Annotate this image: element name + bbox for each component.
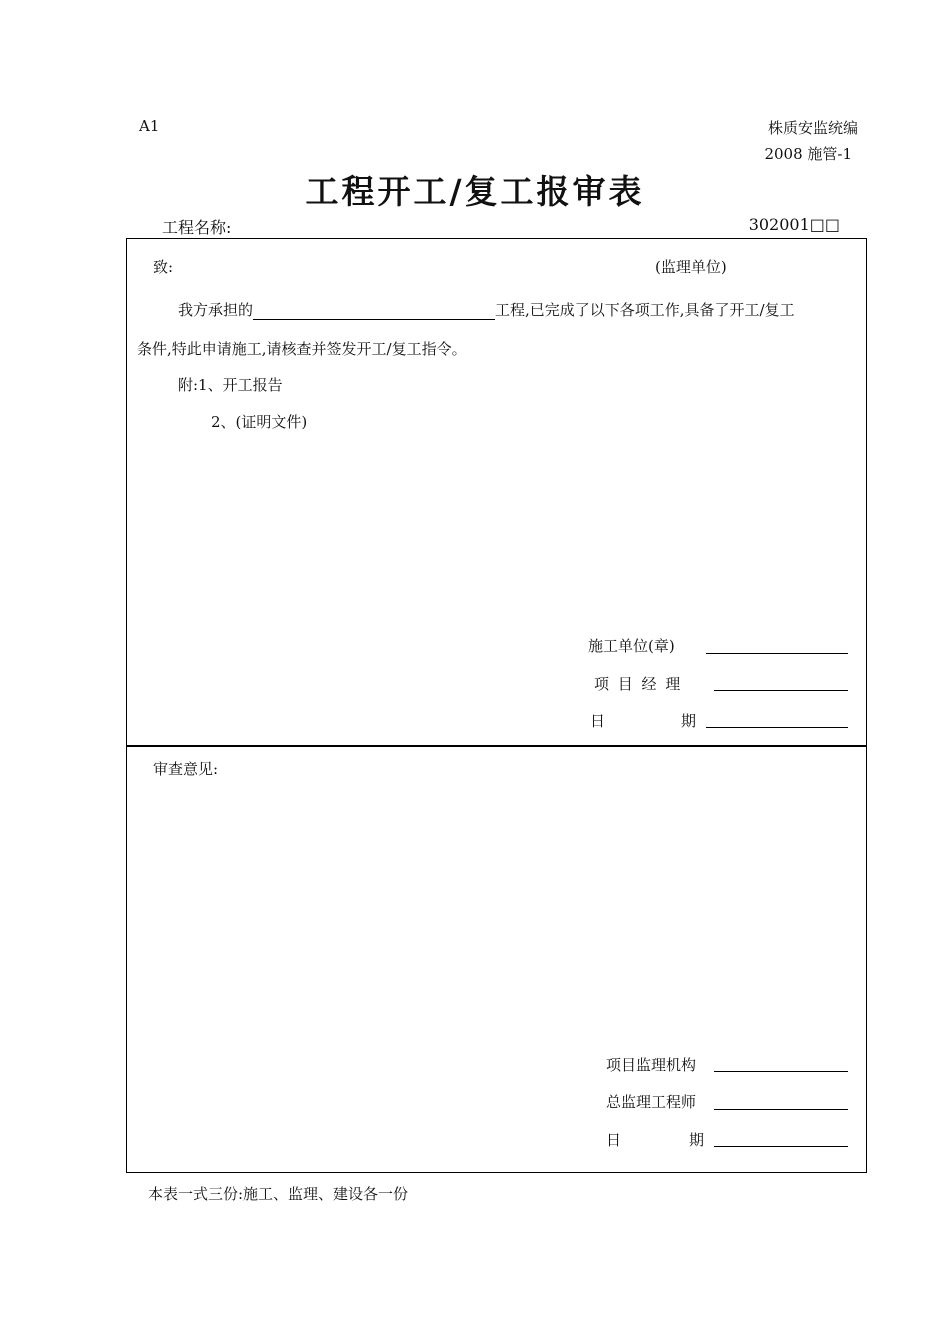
attachment-1: 附:1、开工报告 bbox=[178, 376, 283, 394]
review-date-char-1: 日 bbox=[606, 1131, 622, 1149]
review-section bbox=[126, 745, 867, 1173]
supervisor-unit-label: (监理单位) bbox=[655, 258, 727, 276]
review-date-line[interactable] bbox=[714, 1146, 848, 1147]
form-code: A1 bbox=[139, 117, 160, 135]
application-body-line-2: 条件,特此申请施工,请核查并签发开工/复工指令。 bbox=[137, 340, 467, 358]
project-manager-line[interactable] bbox=[714, 690, 848, 691]
chief-engineer-line[interactable] bbox=[714, 1109, 848, 1110]
date-label-char-2: 期 bbox=[681, 712, 697, 730]
page-title: 工程开工/复工报审表 bbox=[305, 172, 645, 211]
application-section bbox=[126, 238, 867, 747]
to-label: 致: bbox=[153, 258, 174, 276]
copies-note: 本表一式三份:施工、监理、建设各一份 bbox=[148, 1185, 409, 1203]
body-prefix: 我方承担的 bbox=[178, 301, 254, 319]
contractor-seal-line[interactable] bbox=[706, 653, 848, 654]
review-opinion-label: 审查意见: bbox=[153, 760, 219, 778]
document-number: 302001□□ bbox=[748, 215, 840, 234]
supervision-org-label: 项目监理机构 bbox=[606, 1056, 697, 1074]
application-date-line[interactable] bbox=[706, 727, 848, 728]
application-body-line-1 bbox=[178, 299, 795, 320]
supervision-org-line[interactable] bbox=[714, 1071, 848, 1072]
chief-engineer-label: 总监理工程师 bbox=[606, 1093, 697, 1111]
project-manager-label: 项 目 经 理 bbox=[594, 675, 681, 693]
issuer-code: 2008 施管-1 bbox=[764, 145, 852, 163]
contractor-seal-label: 施工单位(章) bbox=[588, 637, 675, 655]
date-label-char-1: 日 bbox=[590, 712, 606, 730]
body-suffix: 工程,已完成了以下各项工作,具备了开工/复工 bbox=[495, 301, 795, 319]
issuer: 株质安监统编 bbox=[767, 119, 858, 137]
review-date-char-2: 期 bbox=[689, 1131, 705, 1149]
project-name-label: 工程名称: bbox=[162, 218, 232, 237]
attachment-2: 2、(证明文件) bbox=[211, 413, 308, 431]
project-name-blank[interactable] bbox=[253, 301, 495, 320]
